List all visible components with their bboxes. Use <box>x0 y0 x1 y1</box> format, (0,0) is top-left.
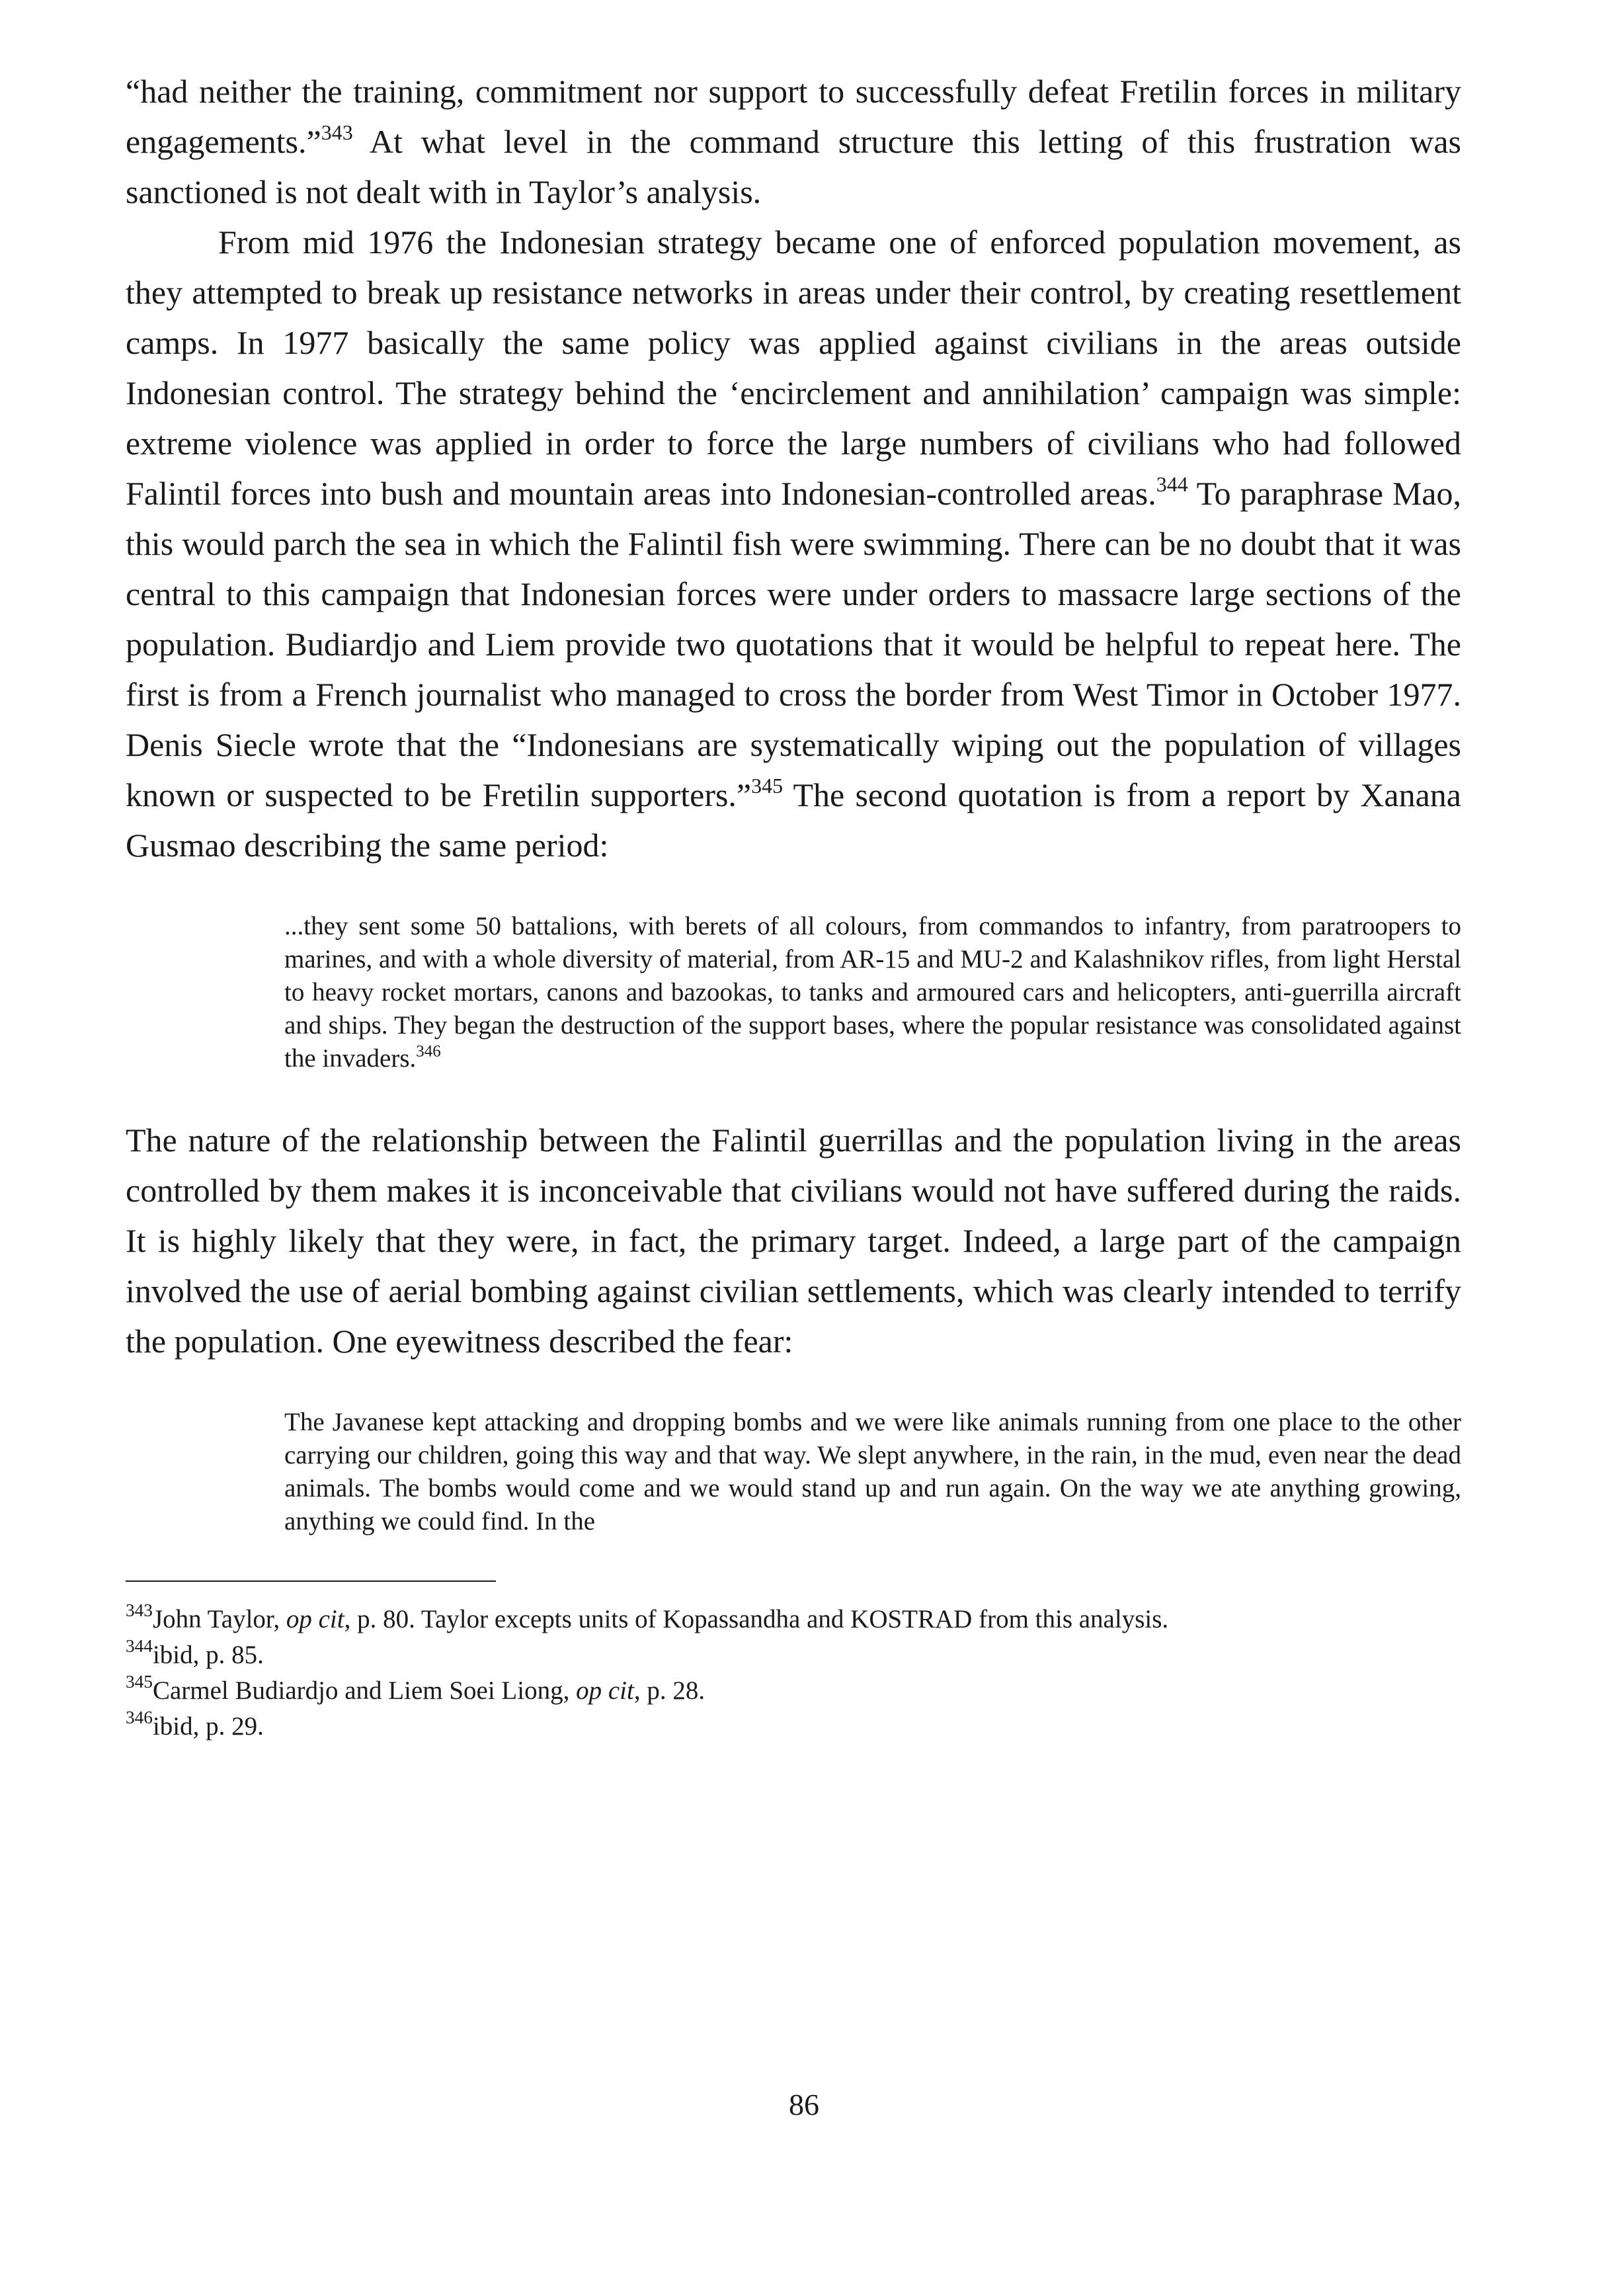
document-page <box>126 66 1461 1744</box>
footnote-346 <box>126 1709 1461 1744</box>
footnote-345 <box>126 1673 1461 1709</box>
footnote-number: 346 <box>126 1707 153 1728</box>
paragraph-text: From mid 1976 the Indonesian strategy became one of enforced population movement, as they attempted to break up resistance networks in areas under their control, by creating resettlement camps. In 1977 basically the same policy was applied against civilians in the areas outside Indonesian control. The strategy behind the ‘encirclement and annihilation’ campaign was simple: extreme violence was applied in order to force the large numbers of civilians who had followed Falintil forces into bush and mountain areas into Indonesian-controlled areas. <box>126 224 1461 512</box>
footnote-ref-343[interactable]: 343 <box>321 120 353 145</box>
paragraph-taylor-quote <box>126 66 1461 217</box>
block-quote-eyewitness <box>284 1406 1461 1538</box>
footnote-text: , p. 28. <box>633 1676 705 1705</box>
quote-text: The Javanese kept attacking and dropping bombs and we were like animals running from one place to the other carrying our children, going this way and that way. We slept anywhere, in the rain, in the mud, even near the dead animals. The bombs would come and we would stand up and run again. On the way we ate anything growing, anything we could find. In the <box>284 1408 1461 1536</box>
footnote-italic: op cit <box>576 1676 634 1705</box>
paragraph-text: “had neither the training, commitment nor support to successfully defeat Fretilin forces in military engagements.” <box>126 73 1461 160</box>
footnote-text: , p. 80. Taylor excepts units of Kopassandha and KOSTRAD from this analysis. <box>344 1605 1169 1633</box>
page-number: 86 <box>789 2088 819 2121</box>
block-quote-gusmao <box>284 910 1461 1075</box>
footnote-343 <box>126 1602 1461 1637</box>
footnote-ref-345[interactable]: 345 <box>751 774 784 798</box>
footnote-text: Carmel Budiardjo and Liem Soei Liong, <box>152 1676 577 1705</box>
footnotes-section <box>126 1602 1461 1744</box>
paragraph-text: To paraphrase Mao, this would parch the sea in which the Falintil fish were swimming. There can be no doubt that it was central to this campaign that Indonesian forces were under orders to massacre large sections of the population. Budiardjo and Liem provide two quotations that it would be helpful to repeat here. The first is from a French journalist who managed to cross the border from West Timor in October 1977. Denis Siecle wrote that the “Indonesians are systematically wiping out the population of villages known or suspected to be Fretilin supporters.” <box>126 475 1461 813</box>
footnote-text: ibid, p. 29. <box>152 1712 264 1741</box>
paragraph-text: The nature of the relationship between the Falintil guerrillas and the population living in the areas controlled by them makes it is inconceivable that civilians would not have suffered during the raids. It is highly likely that they were, in fact, the primary target. Indeed, a large part of the campaign involved the use of aerial bombing against civilian settlements, which was clearly intended to terrify the population. One eyewitness described the fear: <box>126 1122 1461 1360</box>
footnote-divider <box>126 1580 496 1582</box>
paragraph-indonesian-strategy <box>126 217 1461 870</box>
paragraph-text: The second quotation is from a report by Xanana Gusmao describing the same period: <box>126 776 1461 864</box>
paragraph-text: At what level in the command structure this letting of this frustration was sanctioned is not dealt with in Taylor’s analysis. <box>126 123 1461 210</box>
footnote-ref-344[interactable]: 344 <box>1156 472 1188 497</box>
footnote-text: ibid, p. 85. <box>152 1641 264 1669</box>
quote-text: ...they sent some 50 battalions, with berets of all colours, from commandos to infantry, from paratroopers to marines, and with a whole diversity of material, from AR-15 and MU-2 and Kalashnikov rifles, from light Herstal to heavy rocket mortars, canons and bazookas, to tanks and armoured cars and helicopters, anti-guerrilla aircraft and ships. They began the destruction of the support bases, where the popular resistance was consolidated against the invaders. <box>284 912 1461 1073</box>
footnote-number: 345 <box>126 1672 153 1692</box>
footnote-344 <box>126 1637 1461 1673</box>
footnote-text: John Taylor, <box>152 1605 286 1633</box>
footnote-number: 344 <box>126 1636 153 1657</box>
paragraph-falintil-relationship <box>126 1115 1461 1366</box>
footnote-number: 343 <box>126 1600 153 1621</box>
footnote-ref-346[interactable]: 346 <box>416 1042 441 1061</box>
footnote-italic: op cit <box>286 1605 344 1633</box>
